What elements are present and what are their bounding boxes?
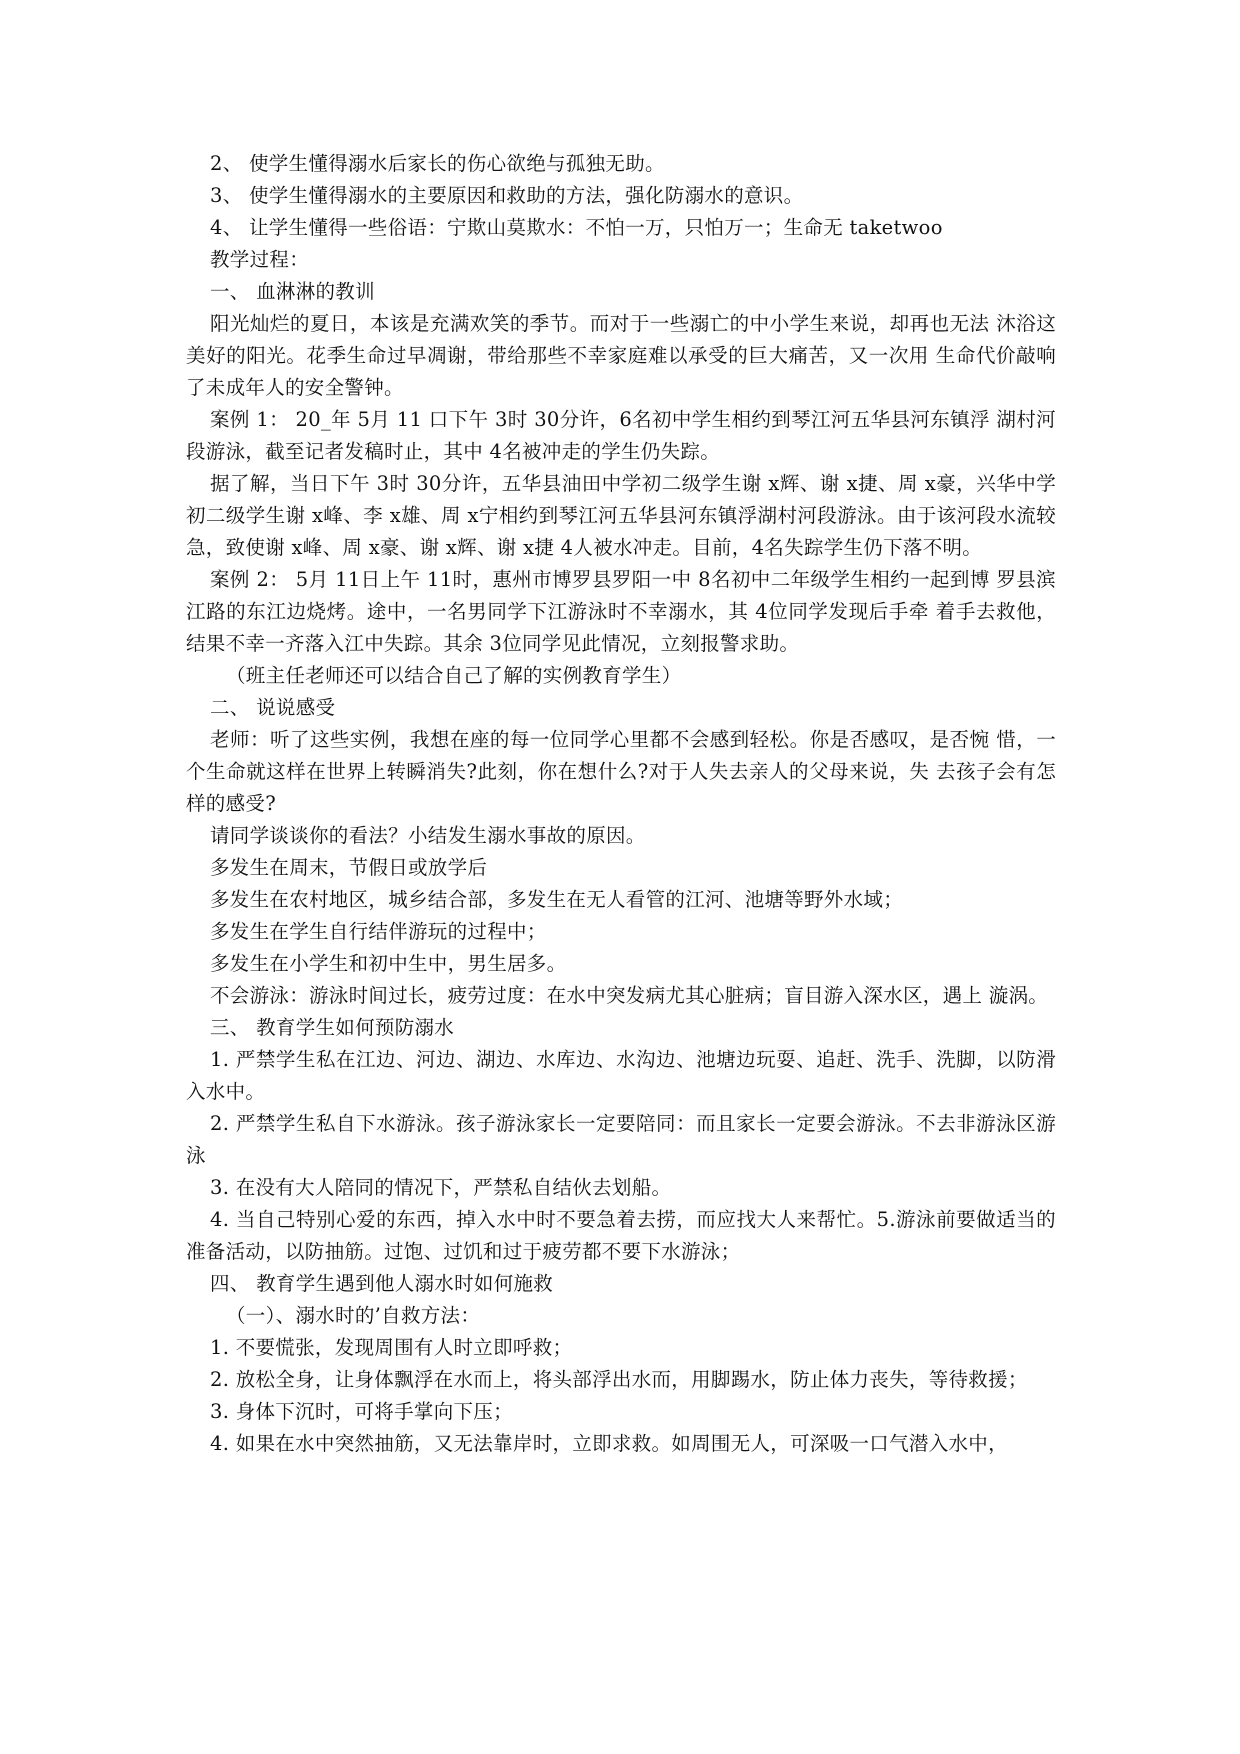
paragraph: 案例 2： 5月 11日上午 11时，惠州市博罗县罗阳一中 8名初中二年级学生相约一起到博 罗县滨江路的东江边烧烤。途中，一名男同学下江游泳时不幸溺水，其 4位同学发现后手牵 着手去救他，结果不幸一齐落入江中失踪。其余 3位同学见此情况，立刻报警求助。 xyxy=(186,568,1056,655)
paragraph: 多发生在周末，节假日或放学后 xyxy=(210,856,488,879)
paragraph: 请同学谈谈你的看法？小结发生溺水事故的原因。 xyxy=(210,824,646,847)
paragraph: 多发生在小学生和初中生中，男生居多。 xyxy=(210,952,567,975)
paragraph: 三、 教育学生如何预防溺水 xyxy=(210,1016,455,1039)
paragraph: 2. 严禁学生私自下水游泳。孩子游泳家长一定要陪同：而且家长一定要会游泳。不去非游泳区游泳 xyxy=(186,1112,1056,1167)
paragraph: 4、 让学生懂得一些俗语：宁欺山莫欺水：不怕一万，只怕万一；生命无 taketwoo xyxy=(210,216,943,239)
paragraph: 多发生在农村地区，城乡结合部，多发生在无人看管的江河、池塘等野外水域； xyxy=(210,888,904,911)
paragraph: 4. 如果在水中突然抽筋，又无法靠岸时，立即求救。如周围无人，可深吸一口气潜入水中， xyxy=(210,1432,1008,1455)
paragraph: 3、 使学生懂得溺水的主要原因和救助的方法，强化防溺水的意识。 xyxy=(210,184,804,207)
paragraph: 一、 血淋淋的教训 xyxy=(210,280,375,303)
document-body xyxy=(186,148,1056,1460)
paragraph: 多发生在学生自行结伴游玩的过程中； xyxy=(210,920,547,943)
paragraph: 1. 严禁学生私在江边、河边、湖边、水库边、水沟边、池塘边玩耍、追赶、洗手、洗脚，以防滑入水中。 xyxy=(186,1048,1056,1103)
paragraph: 据了解，当日下午 3时 30分许，五华县油田中学初二级学生谢 x辉、谢 x捷、周 x豪，兴华中学初二级学生谢 x峰、李 x雄、周 x宁相约到琴江河五华县河东镇浮湖村河段游泳。由于该河段水流较急，致使谢 x峰、周 x豪、谢 x辉、谢 x捷 4人被水冲走。目前，4名失踪学生仍下落不明。 xyxy=(186,472,1056,559)
paragraph: 二、 说说感受 xyxy=(210,696,336,719)
paragraph: 3. 身体下沉时，可将手掌向下压； xyxy=(210,1400,513,1423)
paragraph: 2. 放松全身，让身体飘浮在水而上，将头部浮出水而，用脚踢水，防止体力丧失，等待救援； xyxy=(210,1368,1028,1391)
paragraph: 1. 不要慌张，发现周围有人时立即呼救； xyxy=(210,1336,573,1359)
paragraph: 老师：听了这些实例，我想在座的每一位同学心里都不会感到轻松。你是否感叹，是否惋 惜，一个生命就这样在世界上转瞬消失?此刻，你在想什么?对于人失去亲人的父母来说，失 去孩子会有怎样的感受? xyxy=(186,728,1056,815)
paragraph: 不会游泳：游泳时间过长，疲劳过度：在水中突发病尤其心脏病；盲目游入深水区，遇上 漩涡。 xyxy=(210,984,1049,1007)
paragraph: 2、 使学生懂得溺水后家长的伤心欲绝与孤独无助。 xyxy=(210,152,665,175)
paragraph: 教学过程： xyxy=(210,248,310,271)
paragraph: 4. 当自己特别心爱的东西，掉入水中时不要急着去捞，而应找大人来帮忙。5.游泳前要做适当的准备活动，以防抽筋。过饱、过饥和过于疲劳都不要下水游泳； xyxy=(186,1208,1056,1263)
paragraph: （班主任老师还可以结合自己了解的实例教育学生） xyxy=(226,664,682,687)
paragraph: 阳光灿烂的夏日，本该是充满欢笑的季节。而对于一些溺亡的中小学生来说，却再也无法 沐浴这美好的阳光。花季生命过早凋谢，带给那些不幸家庭难以承受的巨大痛苦，又一次用 生命代价敲响了未成年人的安全警钟。 xyxy=(186,312,1056,399)
paragraph: 3. 在没有大人陪同的情况下，严禁私自结伙去划船。 xyxy=(210,1176,672,1199)
paragraph: 四、 教育学生遇到他人溺水时如何施救 xyxy=(210,1272,554,1295)
paragraph: 案例 1： 20_年 5月 11 口下午 3时 30分许，6名初中学生相约到琴江河五华县河东镇浮 湖村河段游泳，截至记者发稿时止，其中 4名被冲走的学生仍失踪。 xyxy=(186,408,1056,463)
paragraph: （一）、溺水时的’自救方法： xyxy=(226,1304,481,1327)
